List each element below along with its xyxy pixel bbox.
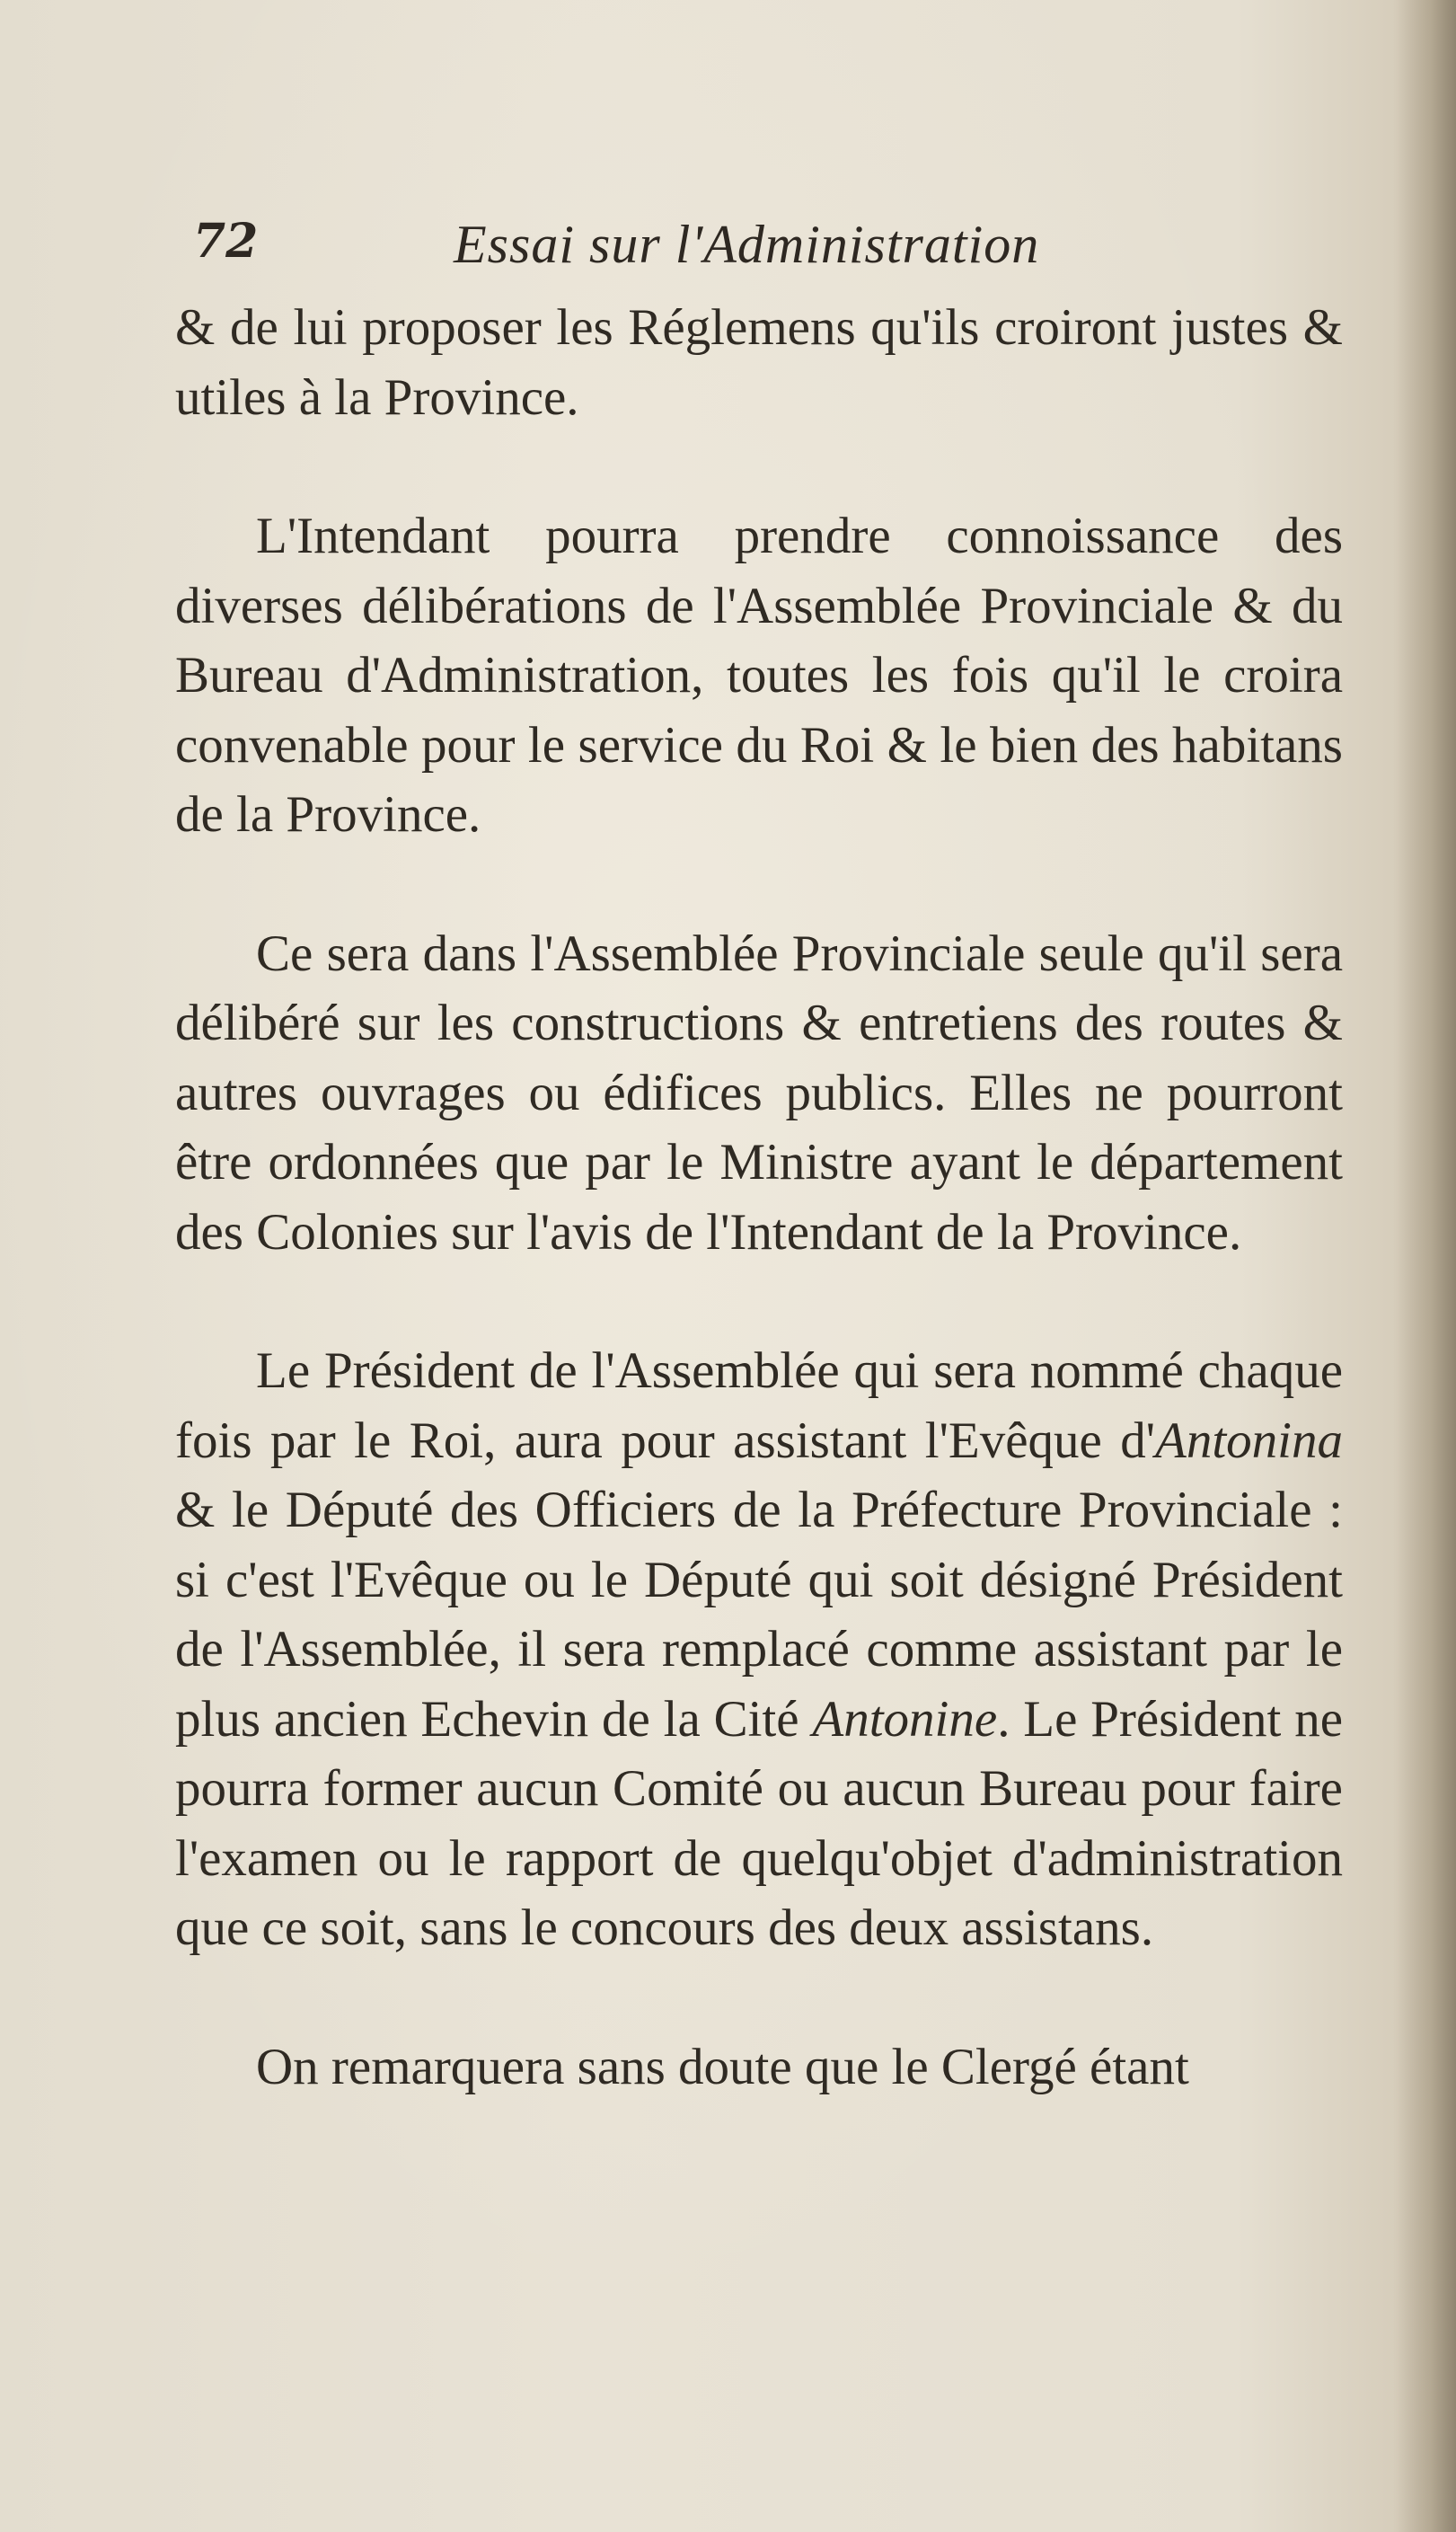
italic-antonina: Antonina [1155,1412,1343,1469]
paragraph-continuation: & de lui proposer les Réglemens qu'ils croiront justes & utiles à la Province. [175,299,1343,426]
paragraph-president-part2: & le Député des Officiers de la Préfecture Provinciale : si c'est l'Evêque ou le Député qui soit désigné Président de l'Assemblée, il sera remplacé comme assistant par le plus ancien Echevin de la Cité [175,1482,1343,1748]
paragraph-president-part3: . Le Président ne pourra former aucun Comité ou aucun Bureau pour faire l'examen ou le rapport de quelqu'objet d'administration que ce soit, sans le concours des deux assistans. [175,1690,1343,1956]
running-head [184,214,1343,286]
running-title: Essai sur l'Administration [454,215,1040,274]
italic-antonine: Antonine [812,1690,998,1748]
paragraph-intendant: L'Intendant pourra prendre connoissance des diverses délibérations de l'Assemblée Provinciale & du Bureau d'Administration, toutes les fois qu'il le croira convenable pour le service du Roi & le bien des habitans de la Province. [175,508,1343,843]
page-edge-shadow [1393,0,1456,2532]
paragraph-remarque: On remarquera sans doute que le Clergé étant [256,2038,1189,2095]
paragraph-president-part1: Le Président de l'Assemblée qui sera nommé chaque fois par le Roi, aura pour assistant l'Evêque d' [175,1342,1343,1469]
page-number: 72 [193,214,259,269]
paragraph-assemblee: Ce sera dans l'Assemblée Provinciale seule qu'il sera délibéré sur les constructions & entretiens des routes & autres ouvrages ou édifices publics. Elles ne pourront être ordonnées que par le Ministre ayant le département des Colonies sur l'avis de l'Intendant de la Province. [175,925,1343,1261]
body-text [175,293,1343,2102]
paragraph-president [175,1336,1343,1963]
